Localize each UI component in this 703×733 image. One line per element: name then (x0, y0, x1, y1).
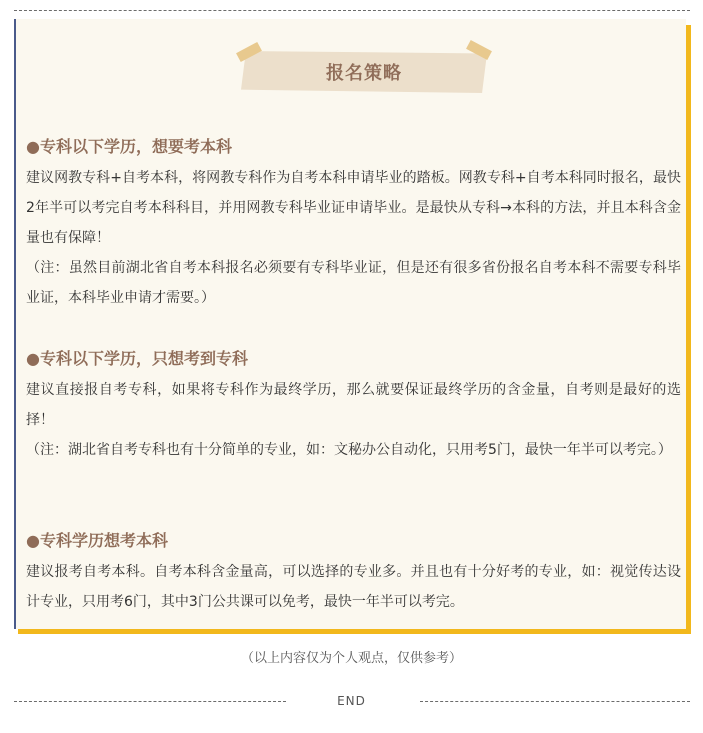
header-tag (241, 43, 487, 93)
end-label: END (337, 694, 366, 708)
disclaimer-caption: （以上内容仅为个人观点，仅供参考） (240, 651, 462, 666)
section-paragraph: 建议直接报自考专科，如果将专科作为最终学历，那么就要保证最终学历的含金量，自考则是最好的选择！ (26, 382, 681, 428)
section-title: ●专科以下学历，只想考到专科 (26, 349, 248, 368)
section-junior-college-only (26, 349, 681, 465)
top-dashed-divider (14, 10, 690, 11)
section-note: （注：虽然目前湖北省自考本科报名必须要有专科毕业证，但是还有很多省份报名自考本科不需要专科毕业证，本科毕业申请才需要。） (26, 260, 681, 306)
strategy-card (14, 19, 686, 629)
section-college-to-bachelor (26, 531, 681, 617)
section-title: ●专科学历想考本科 (26, 531, 168, 550)
section-upgrade-to-bachelor (26, 137, 681, 313)
section-paragraph: 建议网教专科+自考本科，将网教专科作为自考本科申请毕业的踏板。网教专科+自考本科同时报名，最快2年半可以考完自考本科科目，并用网教专科毕业证申请毕业。是最快从专科→本科的方法，并且本科含金量也有保障！ (26, 170, 681, 246)
end-divider-right (420, 701, 690, 702)
section-paragraph: 建议报考自考本科。自考本科含金量高，可以选择的专业多。并且也有十分好考的专业，如：视觉传达设计专业，只用考6门，其中3门公共课可以免考，最快一年半可以考完。 (26, 564, 681, 610)
section-note: （注：湖北省自考专科也有十分简单的专业，如：文秘办公自动化，只用考5门，最快一年半可以考完。） (26, 442, 672, 458)
section-title: ●专科以下学历，想要考本科 (26, 137, 232, 156)
header-tag-title: 报名策略 (326, 63, 402, 84)
